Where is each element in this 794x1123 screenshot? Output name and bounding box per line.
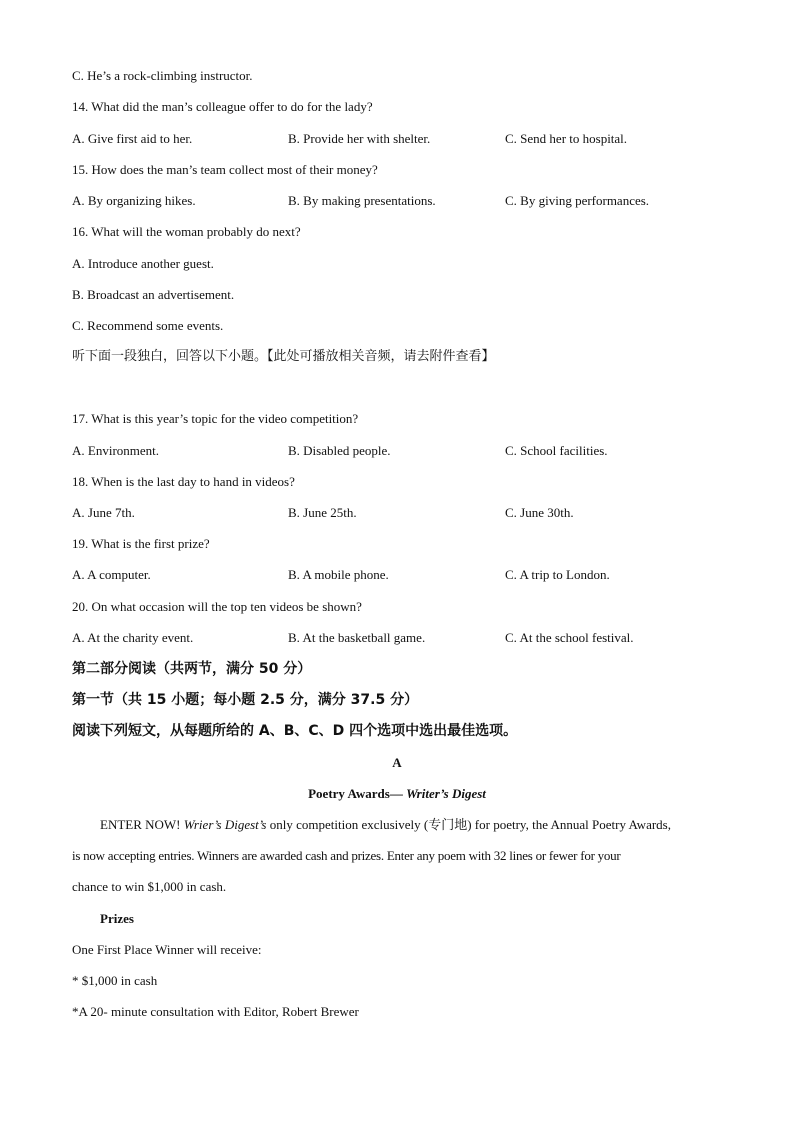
passage-title-italic: Writer’s Digest [406,786,486,801]
p1-start: ENTER NOW! [100,817,184,832]
prizes-heading: Prizes [100,911,134,926]
q19-option-b: B. A mobile phone. [288,567,389,582]
q15-question: 15. How does the man’s team collect most of their money? [72,162,378,177]
q15-option-a: A. By organizing hikes. [72,193,196,208]
q18-option-a: A. June 7th. [72,505,135,520]
q14-option-a: A. Give first aid to her. [72,131,193,146]
section1-heading: 第一节（共 15 小题；每小题 2.5 分，满分 37.5 分） [72,692,419,708]
q20-option-c: C. At the school festival. [505,630,634,645]
q19-option-c: C. A trip to London. [505,567,610,582]
prize-bullet-1: * $1,000 in cash [72,973,158,988]
passage-title [0,786,794,802]
passage-paragraph-1-line-1 [72,817,732,833]
winner-line: One First Place Winner will receive: [72,942,262,957]
reading-instruction: 阅读下列短文，从每题所给的 A、B、C、D 四个选项中选出最佳选项。 [72,723,518,739]
q19-option-a: A. A computer. [72,567,151,582]
q14-option-c: C. Send her to hospital. [505,131,628,146]
q14-option-b: B. Provide her with shelter. [288,131,431,146]
q16-option-b: B. Broadcast an advertisement. [72,287,235,302]
q16-question: 16. What will the woman probably do next? [72,224,301,239]
q17-option-b: B. Disabled people. [288,443,391,458]
q16-option-a: A. Introduce another guest. [72,256,214,271]
q17-option-a: A. Environment. [72,443,160,458]
q18-option-b: B. June 25th. [288,505,357,520]
q14-question: 14. What did the man’s colleague offer to do for the lady? [72,99,373,114]
q13-option-c: C. He’s a rock-climbing instructor. [72,68,253,83]
part2-heading: 第二部分阅读（共两节，满分 50 分） [72,661,312,677]
q20-question: 20. On what occasion will the top ten videos be shown? [72,599,362,614]
q20-option-a: A. At the charity event. [72,630,194,645]
q15-option-b: B. By making presentations. [288,193,436,208]
passage-title-main: Poetry Awards— [308,786,407,801]
q18-question: 18. When is the last day to hand in videos? [72,474,295,489]
p1-italic: Wrier’s Digest’s [183,817,267,832]
passage-paragraph-1-line-2: is now accepting entries. Winners are awarded cash and prizes. Enter any poem with 32 lines or fewer for your [72,848,621,863]
q17-question: 17. What is this year’s topic for the video competition? [72,411,359,426]
passage-paragraph-1-line-3: chance to win $1,000 in cash. [72,879,227,894]
listening-instruction: 听下面一段独白，回答以下小题。【此处可播放相关音频，请去附件查看】 [72,349,495,364]
p1-rest: only competition exclusively (专门地) for poetry, the Annual Poetry Awards, [266,817,671,832]
q18-option-c: C. June 30th. [505,505,574,520]
q19-question: 19. What is the first prize? [72,536,210,551]
q20-option-b: B. At the basketball game. [288,630,426,645]
q17-option-c: C. School facilities. [505,443,608,458]
passage-label: A [392,755,402,770]
prize-bullet-2: *A 20- minute consultation with Editor, Robert Brewer [72,1004,359,1019]
q15-option-c: C. By giving performances. [505,193,650,208]
q16-option-c: C. Recommend some events. [72,318,224,333]
